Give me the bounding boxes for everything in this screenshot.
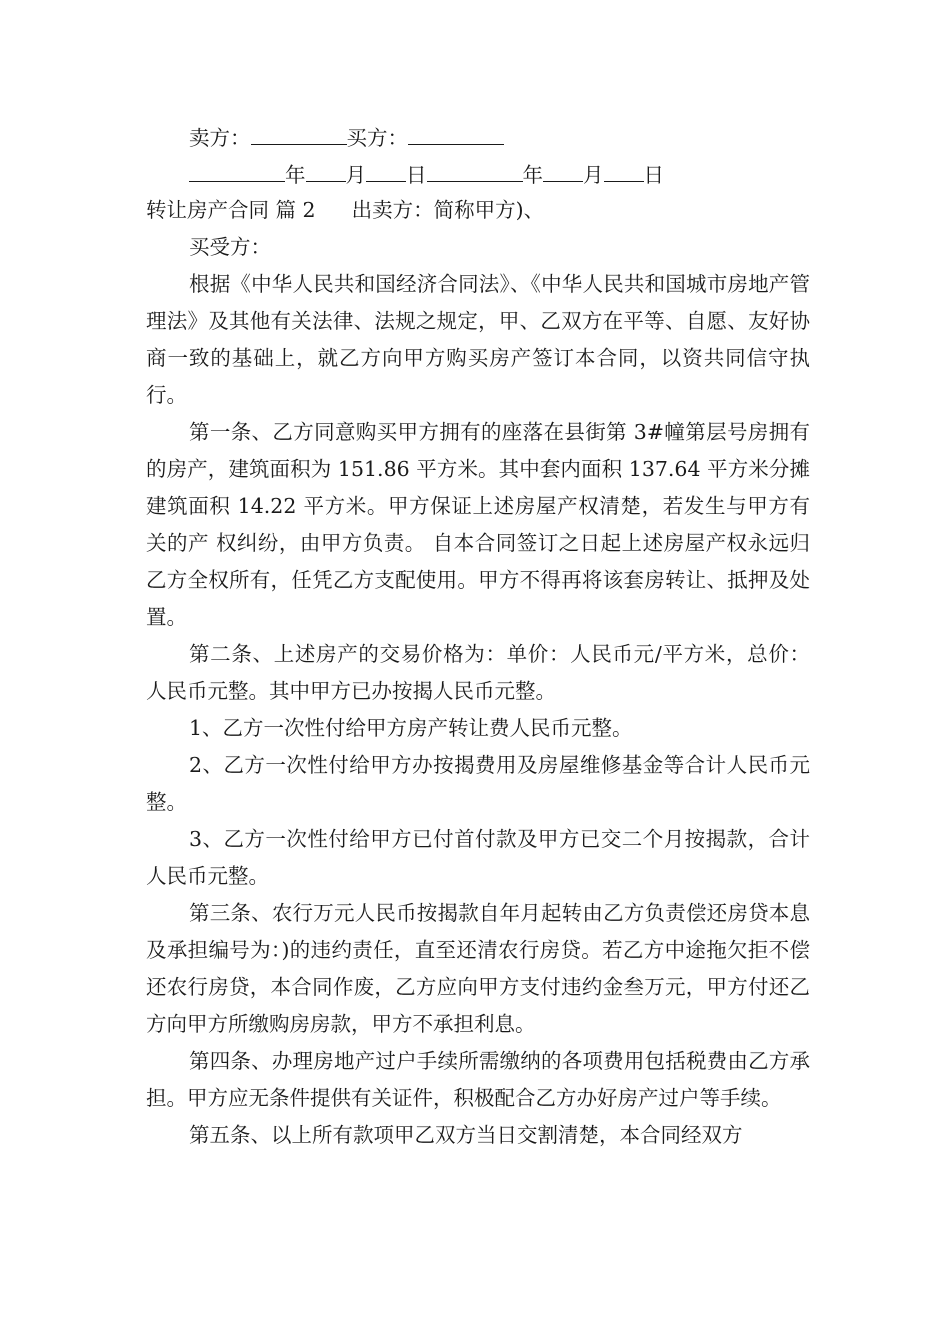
buyer-intro: 买受方： xyxy=(189,235,271,259)
month-blank-2 xyxy=(543,155,583,182)
buyer-intro-line xyxy=(146,229,810,266)
paragraph-article-4: 第四条、办理房地产过户手续所需缴纳的各项费用包括税费由乙方承担。甲方应无条件提供有关证件，积极配合乙方办好房产过户等手续。 xyxy=(146,1049,810,1110)
day-blank-2 xyxy=(604,155,644,182)
paragraph-item-2: 2、乙方一次性付给甲方办按揭费用及房屋维修基金等合计人民币元整。 xyxy=(146,753,810,814)
seller-label: 卖方： xyxy=(189,126,251,150)
contract-body xyxy=(146,118,810,1154)
paragraph-article-2: 第二条、上述房产的交易价格为：单价：人民币元/平方米，总价：人民币元整。其中甲方已办按揭人民币元整。 xyxy=(146,642,810,703)
paragraph-preamble: 根据《中华人民共和国经济合同法》、《中华人民共和国城市房地产管理法》及其他有关法律、法规之规定，甲、乙双方在平等、自愿、友好协商一致的基础上，就乙方向甲方购买房产签订本合同，以资共同信守执行。 xyxy=(146,272,810,407)
seller-intro: 出卖方：简称甲方)、 xyxy=(351,198,545,222)
year-blank-2 xyxy=(427,155,523,182)
day-label-2: 日 xyxy=(643,163,664,187)
paragraph-item-3: 3、乙方一次性付给甲方已付首付款及甲方已交二个月按揭款，合计人民币元整。 xyxy=(146,827,810,888)
day-blank-1 xyxy=(366,155,406,182)
paragraph-item-1: 1、乙方一次性付给甲方房产转让费人民币元整。 xyxy=(189,716,633,740)
date-line xyxy=(146,155,810,192)
section-title: 转让房产合同 篇 2 xyxy=(146,198,316,222)
day-label-1: 日 xyxy=(406,163,427,187)
month-label-2: 月 xyxy=(583,163,604,187)
buyer-blank xyxy=(408,118,504,145)
paragraph-article-1: 第一条、乙方同意购买甲方拥有的座落在县街第 3#幢第层号房拥有的房产，建筑面积为 151.86 平方米。其中套内面积 137.64 平方米分摊建筑面积 14.22 平方米。甲方保证上述房屋产权清楚，若发生与甲方有关的产 权纠纷，由甲方负责。 自本合同签订之日起上述房屋产权永远归乙方全权所有，任凭乙方支配使用。甲方不得再将该套房转让、抵押及处置。 xyxy=(146,420,810,629)
section-heading-line xyxy=(146,192,810,229)
month-label-1: 月 xyxy=(345,163,366,187)
seller-blank xyxy=(251,118,347,145)
month-blank-1 xyxy=(306,155,346,182)
buyer-label: 买方： xyxy=(346,126,408,150)
paragraph-article-3: 第三条、农行万元人民币按揭款自年月起转由乙方负责偿还房贷本息及承担编号为：)的违约责任，直至还清农行房贷。若乙方中途拖欠拒不偿还农行房贷，本合同作废，乙方应向甲方支付违约金叁万元，甲方付还乙方向甲方所缴购房房款，甲方不承担利息。 xyxy=(146,901,810,1036)
year-blank-1 xyxy=(189,155,285,182)
paragraph-article-5: 第五条、以上所有款项甲乙双方当日交割清楚，本合同经双方 xyxy=(189,1123,743,1147)
year-label-1: 年 xyxy=(285,163,306,187)
signature-line xyxy=(146,118,810,155)
year-label-2: 年 xyxy=(522,163,543,187)
